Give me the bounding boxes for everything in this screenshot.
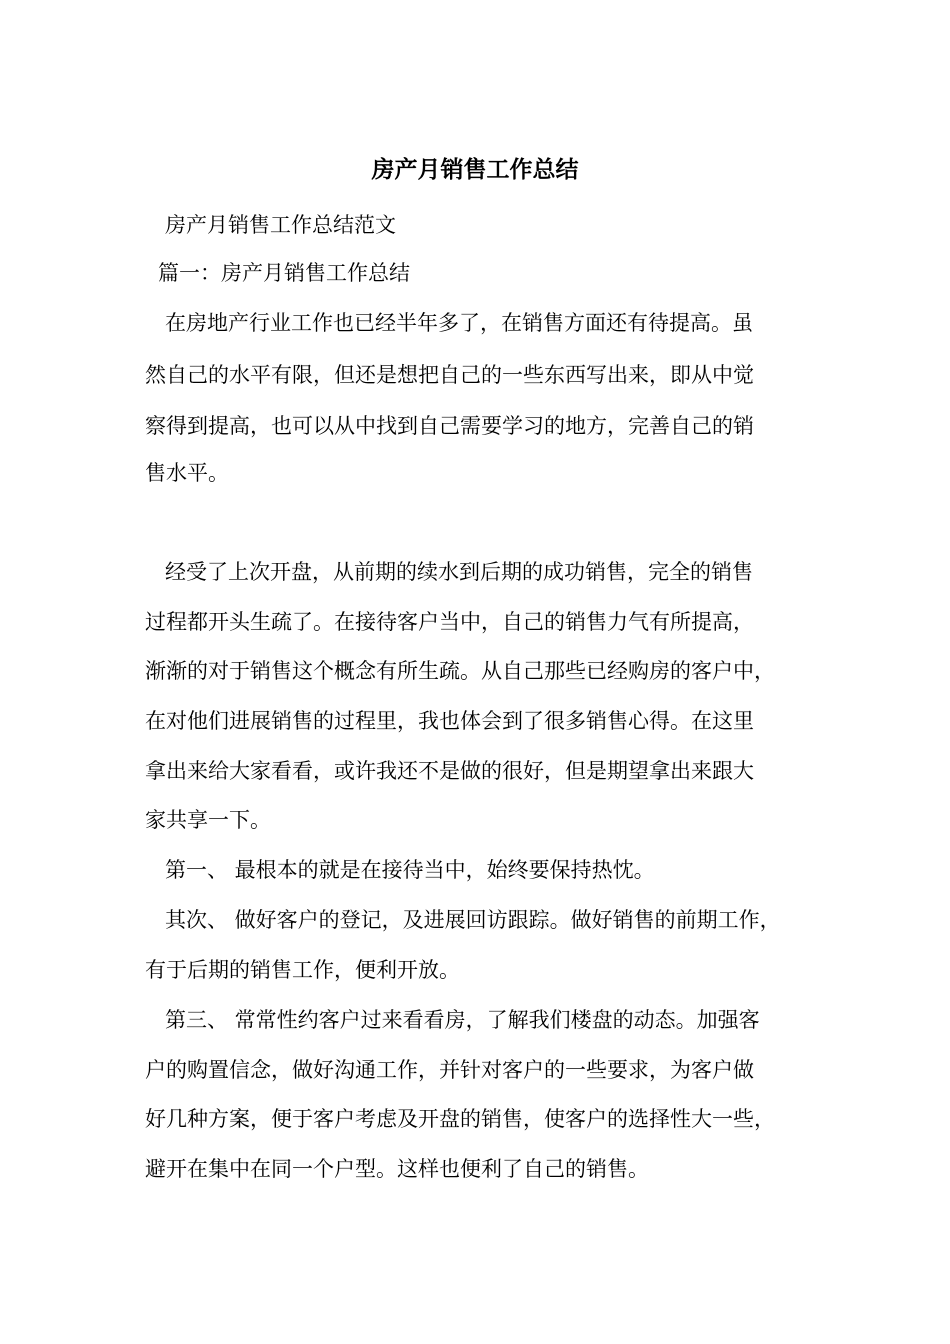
paragraph-1-line: 售水平。: [145, 461, 229, 485]
subtitle: 房产月销售工作总结范文: [165, 213, 396, 237]
point-3-line: 避开在集中在同一个户型。这样也便利了自己的销售。: [145, 1157, 649, 1181]
paragraph-2-line: 经受了上次开盘，从前期的续水到后期的成功销售，完全的销售: [165, 560, 753, 584]
point-2-line: 其次、 做好客户的登记，及进展回访跟踪。做好销售的前期工作，: [165, 908, 781, 932]
point-2-line: 有于后期的销售工作，便利开放。: [145, 958, 460, 982]
paragraph-1-line: 然自己的水平有限，但还是想把自己的一些东西写出来，即从中觉: [145, 363, 754, 387]
document-title: 房产月销售工作总结: [371, 156, 579, 183]
point-3-line: 第三、 常常性约客户过来看看房，了解我们楼盘的动态。加强客: [165, 1008, 760, 1032]
paragraph-2-line: 拿出来给大家看看，或许我还不是做的很好，但是期望拿出来跟大: [145, 759, 754, 783]
point-1: 第一、 最根本的就是在接待当中，始终要保持热忱。: [165, 858, 655, 882]
point-3-line: 好几种方案，便于客户考虑及开盘的销售，使客户的选择性大一些，: [145, 1107, 775, 1131]
paragraph-2-line: 家共享一下。: [145, 808, 271, 832]
paragraph-2-line: 在对他们进展销售的过程里，我也体会到了很多销售心得。在这里: [145, 709, 754, 733]
section-heading: 篇一：房产月销售工作总结: [158, 261, 410, 285]
paragraph-1-line: 察得到提高，也可以从中找到自己需要学习的地方，完善自己的销: [145, 414, 754, 438]
paragraph-2-line: 渐渐的对于销售这个概念有所生疏。从自己那些已经购房的客户中，: [145, 659, 775, 683]
point-3-line: 户的购置信念，做好沟通工作，并针对客户的一些要求，为客户做: [145, 1058, 754, 1082]
paragraph-1-line: 在房地产行业工作也已经半年多了，在销售方面还有待提高。虽: [165, 311, 753, 335]
paragraph-2-line: 过程都开头生疏了。在接待客户当中，自己的销售力气有所提高，: [145, 610, 754, 634]
